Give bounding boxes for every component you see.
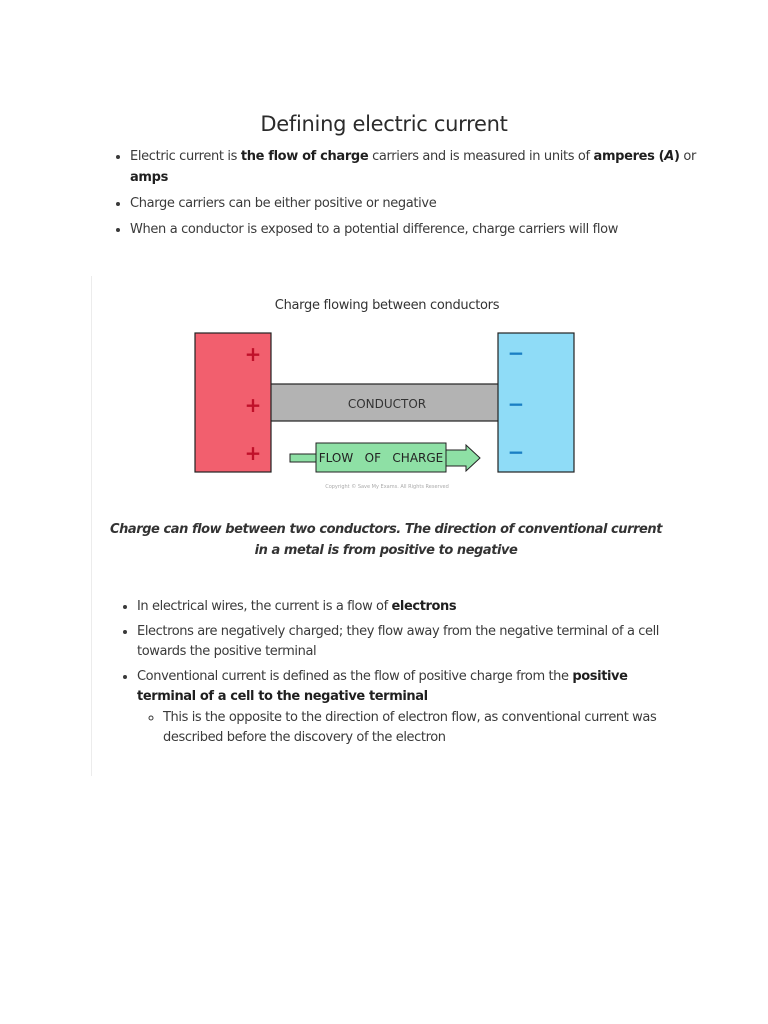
minus-sign: − — [507, 392, 525, 416]
sub-list — [137, 708, 667, 749]
minus-sign: − — [507, 341, 525, 365]
bullet-list — [119, 597, 667, 753]
minus-sign: − — [507, 440, 525, 464]
bold-term: electrons — [391, 599, 457, 614]
intro-bullet-list — [112, 146, 700, 245]
flow-of-charge-label: FLOW OF CHARGE — [318, 451, 444, 465]
list-item: • Conventional current is defined as the flow of positive charge from the positive terminal of a cell to the negative terminal ◦ This is the opposite to the direction of electron flow, as conventional current was described before the discovery of the electron — [137, 667, 667, 749]
plus-sign: + — [244, 441, 262, 465]
figure-title: Charge flowing between conductors — [274, 298, 500, 313]
list-item: • Electrons are negatively charged; they flow away from the negative terminal of a cell towards the positive terminal — [137, 622, 667, 663]
bold-term: amperes (A) — [593, 149, 680, 164]
copyright-text: Copyright © Save My Exams. All Rights Reserved — [325, 484, 449, 490]
list-item: • When a conductor is exposed to a potential difference, charge carriers will flow — [130, 219, 700, 240]
conductor-label: CONDUCTOR — [347, 397, 427, 411]
bold-term: amps — [130, 170, 168, 185]
figure-caption: Charge can flow between two conductors. The direction of conventional current in a metal is from positive to negative — [110, 522, 662, 558]
arrow-tail — [290, 454, 316, 462]
list-item: • Electric current is the flow of charge carriers and is measured in units of amperes (A) or amps — [130, 146, 700, 188]
list-item: • Charge carriers can be either positive or negative — [130, 193, 700, 214]
list-item: • In electrical wires, the current is a flow of electrons — [137, 597, 667, 618]
arrow-head-icon — [446, 445, 480, 471]
sub-list-item: ◦ This is the opposite to the direction of electron flow, as conventional current was described before the discovery of the electron — [163, 708, 667, 749]
charge-flow-diagram — [190, 295, 580, 495]
page-title: Defining electric current — [260, 112, 508, 136]
plus-sign: + — [244, 393, 262, 417]
bold-term: positive terminal of a cell to the negative terminal — [137, 668, 628, 704]
bold-term: the flow of charge — [240, 149, 369, 164]
panel-divider — [91, 276, 92, 776]
plus-sign: + — [244, 342, 262, 366]
